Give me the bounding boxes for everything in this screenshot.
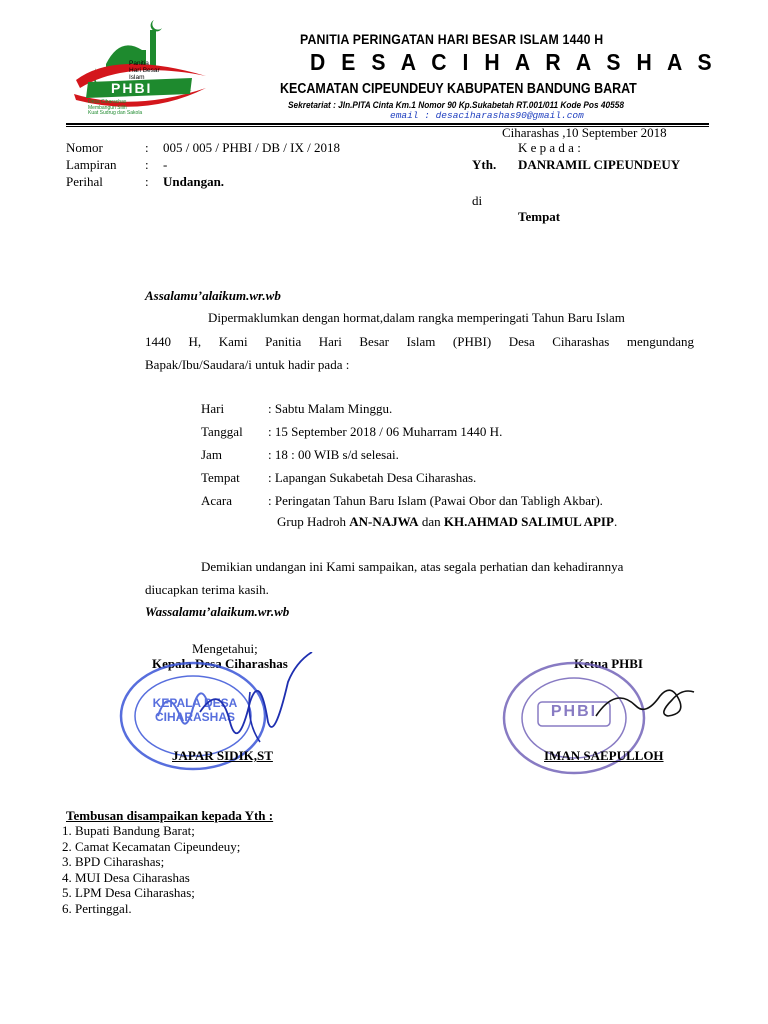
- left-signatory-name: JAPAR SIDIK,ST: [172, 748, 273, 763]
- village-title: D E S A C I H A R A S H A S: [310, 49, 717, 75]
- paragraph-line-1: Dipermaklumkan dengan hormat,dalam rangka memperingati Tahun Baru Islam: [208, 310, 625, 325]
- closing-line-2: diucapkan terima kasih.: [145, 582, 269, 597]
- committee-title: PANITIA PERINGATAN HARI BESAR ISLAM 1440 H: [300, 31, 604, 47]
- grup-prefix: Grup Hadroh: [277, 514, 350, 529]
- left-signatory-title: Kepala Desa Ciharashas: [152, 656, 288, 671]
- detail-value-hari: : Sabtu Malam Minggu.: [268, 401, 393, 416]
- list-item: 5. LPM Desa Ciharashas;: [62, 885, 195, 900]
- lampiran-colon: :: [145, 157, 149, 172]
- detail-value-acara: : Peringatan Tahun Baru Islam (Pawai Obor dan Tabligh Akbar).: [268, 493, 603, 508]
- perihal-label: Perihal: [66, 174, 103, 189]
- logo-line-3: Islam: [129, 74, 145, 81]
- email-address: email : desaciharashas90@gmail.com: [390, 110, 584, 121]
- perihal-value: Undangan.: [163, 174, 225, 189]
- nomor-label: Nomor: [66, 140, 103, 155]
- detail-value-jam: : 18 : 00 WIB s/d selesai.: [268, 447, 399, 462]
- lampiran-label: Lampiran: [66, 157, 117, 172]
- nomor-colon: :: [145, 140, 149, 155]
- paragraph-line-2: 1440 H, Kami Panitia Hari Besar Islam (PHBI) Desa Ciharashas mengundang: [145, 334, 694, 349]
- phbi-chair-signature: [590, 676, 700, 736]
- detail-label-tempat: Tempat: [201, 470, 240, 485]
- list-item: 6. Pertinggal.: [62, 900, 132, 916]
- grup-end: .: [613, 514, 618, 529]
- detail-label-jam: Jam: [201, 447, 222, 462]
- paragraph-line-3: Bapak/Ibu/Saudara/i untuk hadir pada :: [145, 357, 350, 372]
- lampiran-value: -: [163, 157, 168, 172]
- di-label: di: [472, 193, 483, 208]
- list-item: 4. MUI Desa Ciharashas: [62, 869, 190, 885]
- list-item: 2. Camat Kecamatan Cipeundeuy;: [62, 838, 241, 854]
- list-item: 3. BPD Ciharashas;: [62, 854, 165, 869]
- grup-speaker: KH.AHMAD SALIMUL APIP: [443, 514, 614, 529]
- logo-footer-2: Membangun Silih: [88, 104, 127, 111]
- nomor-value: 005 / 005 / PHBI / DB / IX / 2018: [163, 140, 340, 155]
- detail-label-hari: Hari: [201, 401, 225, 416]
- logo-caption: [129, 60, 160, 81]
- detail-value-tempat: : Lapangan Sukabetah Desa Ciharashas.: [268, 470, 477, 485]
- right-signatory-title: Ketua PHBI: [574, 656, 643, 671]
- copies-list: [62, 823, 240, 916]
- logo-footer-1: Desa Ciharashas: [88, 99, 127, 105]
- greeting: Assalamu’alaikum.wr.wb: [145, 288, 281, 303]
- detail-label-acara: Acara: [201, 493, 233, 508]
- grup-name: AN-NAJWA: [349, 514, 419, 529]
- grup-mid: dan: [418, 514, 444, 529]
- grup-line: [277, 514, 617, 530]
- copies-title: Tembusan disampaikan kepada Yth :: [66, 808, 274, 823]
- detail-value-tanggal: : 15 September 2018 / 06 Muharram 1440 H.: [268, 424, 503, 439]
- logo-line-1: Panitia: [129, 60, 149, 67]
- closing-line-1: Demikian undangan ini Kami sampaikan, atas segala perhatian dan kehadirannya: [201, 559, 624, 574]
- phbi-logo: [66, 16, 216, 122]
- yth-label: Yth.: [472, 157, 497, 172]
- logo-banner-text: PHBI: [111, 80, 153, 96]
- list-item: 1. Bupati Bandung Barat;: [62, 823, 195, 838]
- farewell: Wassalamu’alaikum.wr.wb: [145, 604, 290, 619]
- detail-label-tanggal: Tanggal: [201, 424, 243, 439]
- secretariat-address: Sekretariat : Jln.PITA Cinta Km.1 Nomor 90 Kp.Sukabetah RT.001/011 Kode Pos 40558: [288, 100, 624, 110]
- place-date: Ciharashas ,10 September 2018: [502, 125, 667, 140]
- tempat-label: Tempat: [518, 209, 561, 224]
- perihal-colon: :: [145, 174, 149, 189]
- logo-line-2: Hari Besar: [129, 67, 160, 74]
- village-head-signature: [190, 652, 320, 752]
- recipient-name: DANRAMIL CIPEUNDEUY: [518, 157, 681, 172]
- logo-footer: [88, 100, 142, 117]
- right-signatory-name: IMAN SAEPULLOH: [544, 748, 664, 763]
- district-title: KECAMATAN CIPEUNDEUY KABUPATEN BANDUNG BARAT: [280, 81, 637, 97]
- logo-footer-3: Kuat Sudrug dan Sakola: [88, 110, 143, 116]
- stamp-left-text: KEPALA DESA CIHARASHAS: [152, 696, 238, 724]
- stamp-right-text: PHBI: [550, 703, 598, 720]
- kepada-label: K e p a d a :: [518, 140, 581, 155]
- mengetahui-label: Mengetahui;: [192, 641, 258, 656]
